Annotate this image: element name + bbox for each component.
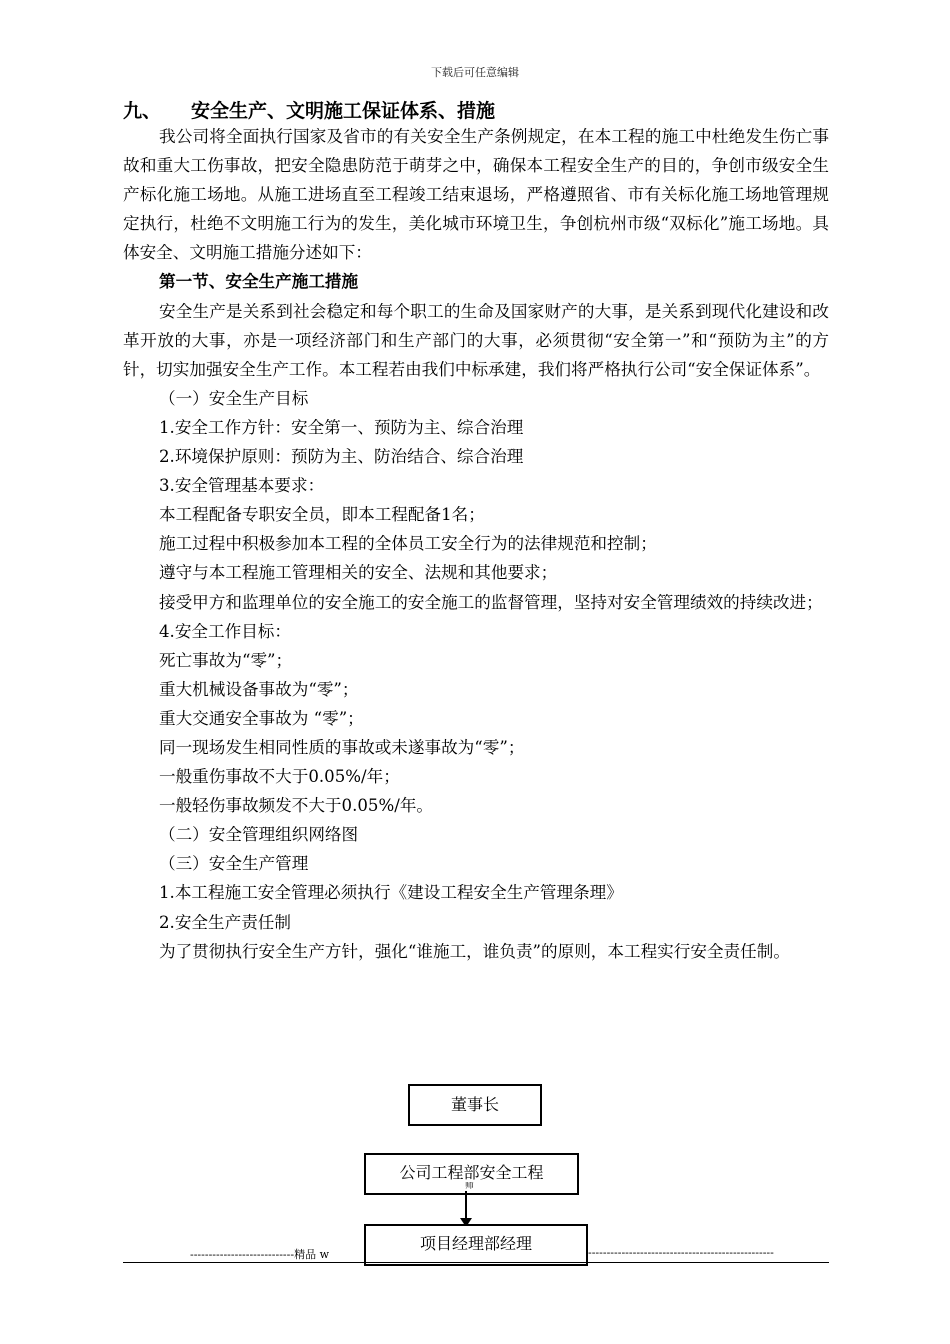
org-connector xyxy=(465,1191,467,1221)
document-body xyxy=(123,122,829,966)
org-box-overflow-char: 师 xyxy=(465,1182,475,1190)
paragraph: 一般轻伤事故频发不大于0.05%/年。 xyxy=(159,796,434,816)
section-title-text: 安全生产、文明施工保证体系、措施 xyxy=(191,100,496,122)
paragraph: 4.安全工作目标： xyxy=(159,621,291,641)
paragraph: 1.本工程施工安全管理必须执行《建设工程安全生产管理条理》 xyxy=(159,883,623,903)
paragraph: 遵守与本工程施工管理相关的安全、法规和其他要求； xyxy=(159,563,558,583)
paragraph: 死亡事故为“零”； xyxy=(159,650,293,670)
paragraph: 2.环境保护原则：预防为主、防治结合、综合治理 xyxy=(159,447,524,467)
paragraph: 接受甲方和监理单位的安全施工的安全施工的监督管理，坚持对安全管理绩效的持续改进； xyxy=(159,592,823,612)
paragraph: 3.安全管理基本要求： xyxy=(159,476,325,496)
org-box-project-manager-label: 项目经理部经理 xyxy=(419,1234,532,1253)
org-box-chairman xyxy=(408,1084,542,1126)
section-number: 九、 xyxy=(123,100,162,122)
paragraph: 安全生产是关系到社会稳定和每个职工的生命及国家财产的大事，是关系到现代化建设和改革开放的大事，亦是一项经济部门和生产部门的大事，必须贯彻“安全第一”和“预防为主”的方针，切实加强安全生产工作。本工程若由我们中标承建，我们将严格执行公司“安全保证体系”。 xyxy=(123,301,829,379)
paragraph: 第一节、安全生产施工措施 xyxy=(159,272,359,292)
paragraph: 1.安全工作方针：安全第一、预防为主、综合治理 xyxy=(159,417,524,437)
section-title xyxy=(123,96,495,123)
paragraph: （三）安全生产管理 xyxy=(159,854,309,874)
paragraph: （二）安全管理组织网络图 xyxy=(159,825,359,845)
paragraph: 本工程配备专职安全员，即本工程配备1名； xyxy=(159,505,485,525)
footer-right: -------------------------------------------------- xyxy=(588,1246,774,1259)
paragraph: 2.安全生产责任制 xyxy=(159,912,291,932)
paragraph: 同一现场发生相同性质的事故或未遂事故为“零”； xyxy=(159,737,525,757)
paragraph: 一般重伤事故不大于0.05%/年； xyxy=(159,767,400,787)
org-box-chairman-label: 董事长 xyxy=(450,1095,499,1114)
paragraph: 重大交通安全事故为 “零”； xyxy=(159,708,364,728)
paragraph: 施工过程中积极参加本工程的全体员工安全行为的法律规范和控制； xyxy=(159,534,657,554)
org-box-project-manager xyxy=(364,1224,588,1266)
header-note: 下载后可任意编辑 xyxy=(431,66,519,79)
paragraph: 为了贯彻执行安全生产方针，强化“谁施工，谁负责”的原则，本工程实行安全责任制。 xyxy=(159,941,790,961)
paragraph: （一）安全生产目标 xyxy=(159,388,309,408)
paragraph: 我公司将全面执行国家及省市的有关安全生产条例规定，在本工程的施工中杜绝发生伤亡事故和重大工伤事故，把安全隐患防范于萌芽之中，确保本工程安全生产的目的，争创市级安全生产标化施工场地。从施工进场直至工程竣工结束退场，严格遵照省、市有关标化施工场地管理规定执行，杜绝不文明施工行为的发生，美化城市环境卫生，争创杭州市级“双标化”施工场地。具体安全、文明施工措施分述如下： xyxy=(123,127,829,263)
paragraph: 重大机械设备事故为“零”； xyxy=(159,679,359,699)
org-box-safety-engineer-label: 公司工程部安全工程 xyxy=(399,1163,544,1182)
footer-rule xyxy=(123,1262,829,1263)
footer-left: ----------------------------精品 w xyxy=(190,1248,329,1261)
